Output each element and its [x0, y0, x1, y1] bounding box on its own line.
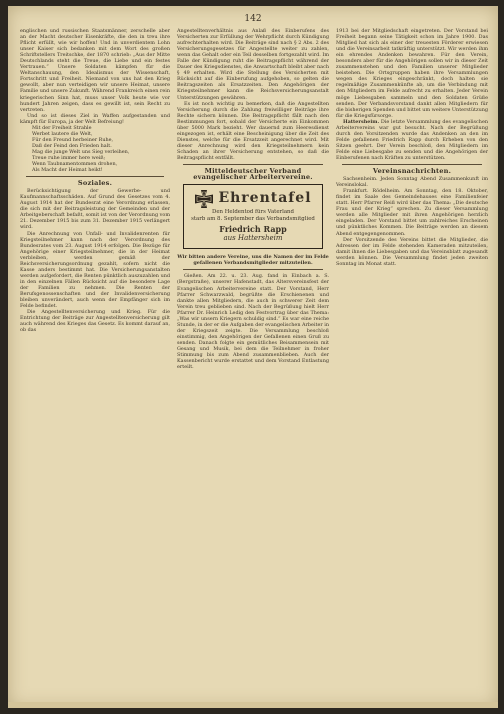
honor-roll-box: [183, 184, 323, 249]
section-heading: Vereinsnachrichten.: [372, 167, 452, 176]
article-text: 1913 bei der Mitgliedschaft eingetreten. Der Vorstand bei Freiheit begann seine Tätigkeit schon im Jahre 1900. Das Mitglied hat sich als einer der treuesten Förderer erwiesen und die Vereinsarbeit tatkräftig unterstützt. Wir werden ihm ein ehrendes Andenken bewahren. Für den Verein, besonders aber für die Angehörigen sollen wir in dieser Zeit zusammenstehen und den Familien unserer Mitglieder beistehen. Die Ortsgruppen haben ihre Versammlungen wegen des Krieges eingeschränkt, doch halten sie regelmäßige Zusammenkünfte ab, um die Verbindung mit den Mitgliedern im Felde aufrecht zu erhalten. Jeder Verein möge Liebesgaben sammeln und den Soldaten Grüße senden. Der Verbandsvorstand dankt allen Mitgliedern für die bisherigen Spenden und bittet um weitere Unterstützung für die Kriegsfürsorge.: [336, 28, 489, 119]
column-left: [20, 28, 170, 333]
subheading: Hattersheim.: [343, 118, 380, 125]
article-text: englischen und russischen Staatsmänner, zerschelle aber an der Macht deutscher Eisenkräfte, die den in treu ihre Pflicht erfüllt, wie wir hoffen! Und in unverdientem Lohn unser Kaiser sich bedanken mit dem Wort des großen Schriftstellers Treitschke, der 1870 schrieb: „Aus der Mitte Deutschlands steht die Treue, die Liebe und ein festes Vertrauen.“ Unsere Soldaten kämpfen für die Weltanschauung, den Idealismus der Wissenschaft, Fortschritt und Freiheit. Niemand von uns hat den Krieg gewollt, aber nun verteidigen wir unsere Heimat, unsere Familie und unsere Zukunft. Während Frankreich einen rein kriegerischen Sinn hat, muss unser Volk heute wie vor hundert Jahren zeigen, dass es gewillt ist, sein Recht zu vertreten.: [20, 28, 170, 113]
divider: [183, 269, 323, 270]
article-text: Es ist noch wichtig zu bemerken, daß die Angestellten Versicherung durch die Zahlung freiwilliger Beiträge ihre Rechte sichern können. Die Beitragspflicht fällt nach den Bestimmungen fort, sobald der Versicherte ein Einkommen über 5000 Mark bezieht. Wer dauernd zum Heeresdienst eingezogen ist, erhält eine Bescheinigung über die Zeit des Dienstes, welche für die Ersatzzeit angerechnet wird. Mit dieser Anrechnung wird den Kriegsteilnehmern kein Schaden an ihrer Versicherung entstehen, so daß die Beitragspflicht entfällt.: [177, 100, 329, 161]
poem-line: Werbet lautere die Welt,: [32, 130, 93, 137]
newspaper-page: [8, 6, 498, 708]
article-text: Und so ist dieses Ziel in Waffen aufgestanden und kämpft für Europa, ja der Welt Befreiung!: [20, 112, 170, 125]
section-heading: Soziales.: [77, 179, 113, 188]
poem-line: Als Macht der Heimat heikt!: [32, 167, 103, 174]
iron-cross-icon: [194, 189, 214, 209]
honor-roll-title: Ehrentafel: [218, 190, 312, 207]
divider: [26, 176, 164, 177]
column-middle: [177, 28, 329, 370]
article-text: Der Vorsitzende des Vereins bittet die Mitglieder, die Adressen der im Felde stehenden Kameraden mitzuteilen, damit ihnen die Liebesgaben und das Vereinsblatt zugesandt werden können. Die Versammlung findet jeden zweiten Sonntag im Monat statt.: [336, 236, 488, 267]
poem-line: Mit der Freiheit Strahle: [32, 124, 92, 131]
poem-line: Treue ruhe immer here weiß;: [32, 154, 106, 161]
page-number: 142: [244, 14, 262, 24]
fallen-member-place: aus Hattersheim: [223, 234, 283, 243]
notice-text: Wir bitten andere Vereine, uns die Namen der im Felde gefallenen Verbandsmitglieder mitzuteilen.: [177, 254, 329, 267]
article-text: [336, 119, 488, 161]
fallen-member-name: Friedrich Rapp: [219, 224, 287, 235]
section-heading: Mitteldeutscher Verband evangelischer Arbeitervereine.: [193, 167, 313, 182]
article-text: Die Angestelltenversicherung und Krieg. Für die Entrichtung der Beiträge zur Angestelltenversicherung gilt auch während des Krieges das Gesetz. Es kommt darauf an, ob das: [20, 309, 170, 334]
honor-roll-text: starb am 8. September das Verbandsmitglied: [191, 215, 315, 222]
article-text: Sachsenheim. Jeden Sonntag Abend Zusammenkunft im Vereinslokal.: [336, 176, 488, 189]
divider: [183, 164, 323, 165]
article-text: Frankfurt. Rödelheim. Am Sonntag, den 18. Oktober, findet im Saale des Gemeindehauses eine Familienfeier statt. Herr Pfarrer Reiß wird über das Thema: „Die deutsche Frau und der Krieg“ sprechen. Zu dieser Versammlung werden alle Mitglieder mit ihren Angehörigen herzlich eingeladen. Der Vorstand bittet um zahlreiches Erscheinen und pünktliches Kommen. Die Beiträge werden an diesem Abend entgegengenommen.: [336, 188, 488, 237]
poem-line: Für den Freund herbeiner Ruhe,: [32, 136, 114, 143]
poem-line: Mag die junge Welt uns Sieg verleihen,: [32, 148, 130, 155]
article-text: Die Anrechnung von Unfall- und Invalidenrenten für Kriegsteilnehmer kann nach der Verordnung des Bundesrates vom 23. August 1914 erfolgen. Die Bezüge für Angehörige einer Kriegsteilnehmer, die in der Heimat verbleiben, werden gemäß der Reichsversicherungsordnung gezahlt, sofern nicht die Kasse anders bestimmt hat. Die Versicherungsanstalten werden aufgefordert, die Renten pünktlich auszuzahlen und in den einzelnen Fällen Rücksicht auf die besondere Lage der Familien zu nehmen. Die Renten der Berufsgenossenschaften und der Invalidenversicherung bleiben unverändert, auch wenn der Empfänger sich im Felde befindet.: [20, 230, 170, 310]
article-text: Gießen. Am 22. u. 23. Aug. fand in Einbach a. S. (Bergstraße), unserer Hafenstadt, das Altersvereinsfest der Evangelischen Arbeitervereine statt. Der Vorstand, Herr Pfarrer Schwarzwald, begrüßte die Erschienenen und dankte allen Mitgliedern, die auch in schwerer Zeit dem Verein treu geblieben sind. Nach der Begrüßung hielt Herr Pfarrer Dr. Heinrich Ledig den Festvortrag über das Thema: „Was wir unsern Kriegern schuldig sind.“ Es war eine reiche Stunde, in der er die Aufgaben der evangelischen Arbeiter in der Kriegszeit zeigte. Die Versammlung beschloß einstimmig, den Angehörigen der Gefallenen einen Gruß zu senden. Danach folgte ein gemütliches Beisammensein mit Gesang und Musik, bei dem die Teilnehmer in froher Stimmung bis zum Abend zusammenblieben. Auch der Kassenbericht wurde erstattet und dem Vorstand Entlastung erteilt.: [177, 273, 329, 371]
page-edge: [8, 702, 498, 708]
article-text: Angestelltenverhältnis aus Anlaß des Einberufens des Versicherten zur Erfüllung der Wehrpflicht durch Kündigung aufrechterhalten wird. Die Beiträge sind nach § 2 Abs. 2 des Versicherungsgesetzes für Angestellte weiter zu zahlen, wenn das Gehalt oder ein Teil desselben fortgezahlt wird. Im Falle der Kündigung ruht die Beitragspflicht während der Dauer des Kriegsdienstes, die Anwartschaft bleibt aber nach § 49 erhalten. Wird die Stellung des Versicherten mit Rücksicht auf die Einberufung aufgehoben, so gelten die Beitragszeiten als Ersatzzeiten. Den Angehörigen der Kriegsteilnehmer kann die Reichsversicherungsanstalt Unterstützungen gewähren.: [177, 28, 329, 101]
article-text: Die letzte Versammlung des evangelischen Arbeitervereins war gut besucht. Nach der Begrüßung durch den Vorsitzenden wurde das Andenken an den im Felde gefallenen Friedrich Rapp durch Erheben von den Sitzen geehrt. Der Verein beschloß, den Mitgliedern im Felde eine Liebesgabe zu senden und die Angehörigen der Einberufenen nach Kräften zu unterstützen.: [336, 118, 488, 161]
column-right: [336, 28, 488, 267]
article-text: Berücksichtigung der Gewerbe- und Kaufmannschaftsschäden. Auf Grund des Gesetzes vom 4. August 1914 hat der Bundesrat eine Verordnung erlassen, die sich mit der Beitragsleistung der Gemeinden und der Arbeitgeberschaft befaßt, somit ist von der Verordnung vom 21. Dezember 1915 bis zum 31. Dezember 1915 verlängert wird.: [20, 188, 170, 231]
poem-line: Wenn Taubnamentommen drohen,: [32, 161, 118, 168]
divider: [342, 164, 482, 165]
poem: [20, 125, 170, 173]
honor-roll-text: Den Heldentod fürs Vaterland: [212, 209, 294, 216]
poem-line: Daß der Feind den Frieden halt.: [32, 142, 112, 149]
